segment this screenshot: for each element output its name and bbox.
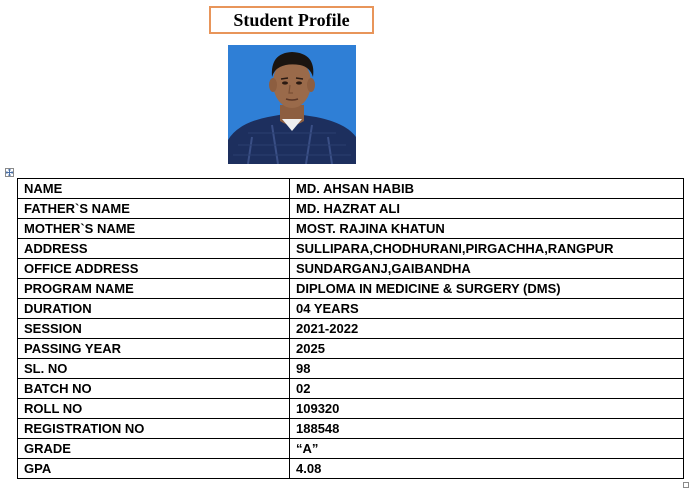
table-row: [18, 379, 684, 399]
field-value: MD. HAZRAT ALI: [290, 199, 684, 219]
profile-table: [17, 178, 684, 479]
table-row: [18, 419, 684, 439]
field-value: 4.08: [290, 459, 684, 479]
table-row: [18, 339, 684, 359]
field-label: OFFICE ADDRESS: [18, 259, 290, 279]
field-value: MOST. RAJINA KHATUN: [290, 219, 684, 239]
table-move-handle-icon[interactable]: [5, 168, 14, 177]
field-label: NAME: [18, 179, 290, 199]
field-value: 109320: [290, 399, 684, 419]
field-label: FATHER`S NAME: [18, 199, 290, 219]
table-row: [18, 359, 684, 379]
table-row: [18, 219, 684, 239]
table-row: [18, 239, 684, 259]
field-label: MOTHER`S NAME: [18, 219, 290, 239]
profile-table-body: [18, 179, 684, 479]
field-value: 2021-2022: [290, 319, 684, 339]
field-label: ADDRESS: [18, 239, 290, 259]
field-value: DIPLOMA IN MEDICINE & SURGERY (DMS): [290, 279, 684, 299]
field-label: DURATION: [18, 299, 290, 319]
field-value: 188548: [290, 419, 684, 439]
table-row: [18, 259, 684, 279]
field-value: “A”: [290, 439, 684, 459]
page-title: Student Profile: [209, 6, 374, 34]
field-label: PASSING YEAR: [18, 339, 290, 359]
field-label: REGISTRATION NO: [18, 419, 290, 439]
field-value: SULLIPARA,CHODHURANI,PIRGACHHA,RANGPUR: [290, 239, 684, 259]
table-row: [18, 279, 684, 299]
field-value: 02: [290, 379, 684, 399]
table-row: [18, 299, 684, 319]
field-value: MD. AHSAN HABIB: [290, 179, 684, 199]
table-resize-handle[interactable]: [683, 482, 689, 488]
table-row: [18, 319, 684, 339]
field-label: GRADE: [18, 439, 290, 459]
field-label: SESSION: [18, 319, 290, 339]
field-value: 04 YEARS: [290, 299, 684, 319]
field-label: SL. NO: [18, 359, 290, 379]
field-value: 98: [290, 359, 684, 379]
field-label: PROGRAM NAME: [18, 279, 290, 299]
table-row: [18, 399, 684, 419]
field-label: GPA: [18, 459, 290, 479]
field-value: SUNDARGANJ,GAIBANDHA: [290, 259, 684, 279]
field-label: ROLL NO: [18, 399, 290, 419]
student-photo: [228, 45, 356, 164]
table-row: [18, 179, 684, 199]
table-row: [18, 459, 684, 479]
field-value: 2025: [290, 339, 684, 359]
table-row: [18, 199, 684, 219]
table-row: [18, 439, 684, 459]
field-label: BATCH NO: [18, 379, 290, 399]
